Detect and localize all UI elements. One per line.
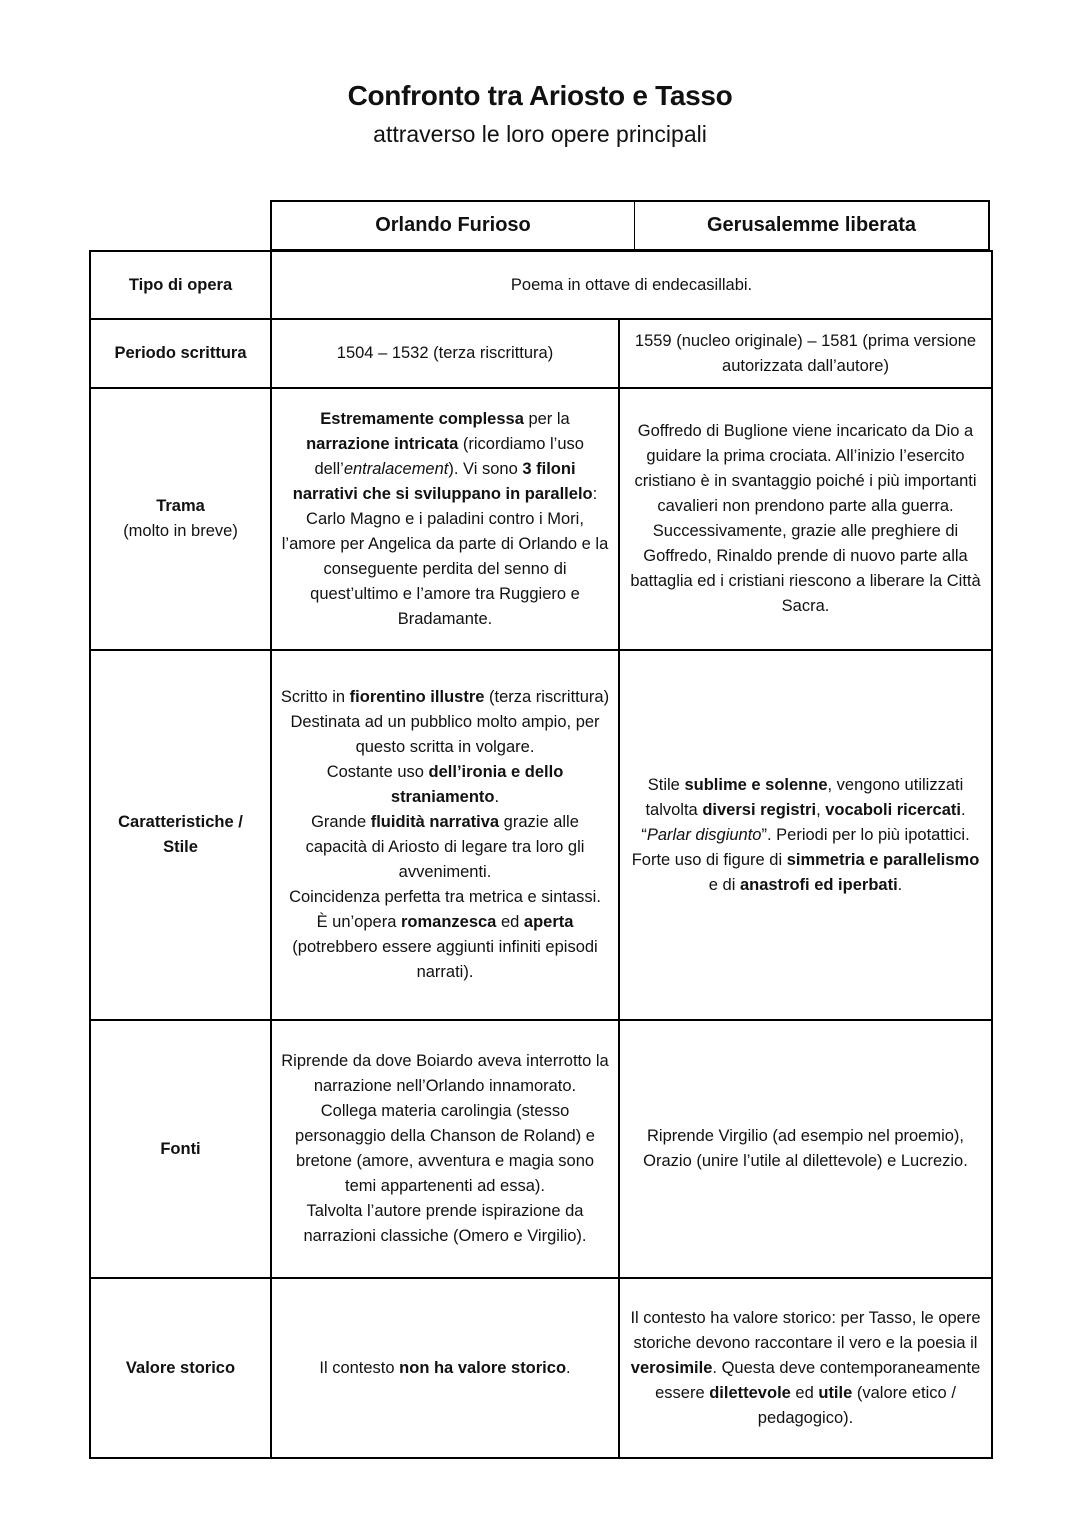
cell-valore-orlando: Il contesto non ha valore storico. — [271, 1278, 619, 1458]
cell-fonti-orlando — [271, 1020, 619, 1278]
cell-periodo-gerusalemme: 1559 (nucleo originale) – 1581 (prima versione autorizzata dall’autore) — [619, 319, 992, 388]
comparison-table — [89, 250, 993, 1459]
table-row-periodo — [90, 319, 992, 388]
table-row-trama — [90, 388, 992, 650]
cell-tipo-merged: Poema in ottave di endecasillabi. — [271, 251, 992, 319]
trama-label: Trama — [156, 497, 205, 515]
trama-orlando-text: 3 filoni narrativi che si sviluppano in parallelo — [292, 459, 593, 503]
trama-orlando-text: entralacement — [343, 459, 449, 478]
row-label-trama — [90, 388, 271, 650]
fonti-orlando-line: Riprende da dove Boiardo aveva interrotto la narrazione nell’Orlando innamorato. — [281, 1052, 609, 1095]
cell-trama-orlando — [271, 388, 619, 650]
trama-orlando-text: ). Vi sono — [448, 459, 523, 478]
cell-fonti-gerusalemme: Riprende Virgilio (ad esempio nel proemio), Orazio (unire l’utile al dilettevole) e Lucrezio. — [619, 1020, 992, 1278]
caratteristiche-orlando-line: Destinata ad un pubblico molto ampio, per questo scritta in volgare. — [290, 713, 600, 756]
trama-orlando-text: : Carlo Magno e i paladini contro i Mori, l’amore per Angelica da parte di Orlando e la conseguente perdita del senno di quest’ultimo e l’amore tra Ruggiero e Bradamante. — [281, 484, 609, 628]
trama-orlando-text: narrazione intricata — [306, 434, 459, 453]
table-header-row — [270, 200, 990, 251]
table-row-valore — [90, 1278, 992, 1458]
caratteristiche-orlando-line: Coincidenza perfetta tra metrica e sintassi. — [289, 888, 601, 906]
fonti-orlando-line: Collega materia carolingia (stesso personaggio della Chanson de Roland) e bretone (amore, avventura e magia sono temi appartenenti ad essa). — [295, 1102, 595, 1195]
cell-caratteristiche-orlando — [271, 650, 619, 1020]
column-header-orlando: Orlando Furioso — [272, 202, 635, 249]
cell-periodo-orlando: 1504 – 1532 (terza riscrittura) — [271, 319, 619, 388]
table-row-caratteristiche — [90, 650, 992, 1020]
caratteristiche-orlando-line: Grande fluidità narrativa grazie alle capacità di Ariosto di legare tra loro gli avvenimenti. — [305, 813, 585, 881]
cell-valore-gerusalemme: Il contesto ha valore storico: per Tasso, le opere storiche devono raccontare il vero e la poesia il verosimile. Questa deve contemporaneamente essere dilettevole ed utile (valore etico / pedagogico). — [619, 1278, 992, 1458]
row-label-valore: Valore storico — [90, 1278, 271, 1458]
trama-orlando-text: (ricordiamo l’uso dell’ — [314, 434, 584, 478]
fonti-orlando-line: Talvolta l’autore prende ispirazione da narrazioni classiche (Omero e Virgilio). — [303, 1202, 587, 1245]
row-label-caratteristiche: Caratteristiche / Stile — [90, 650, 271, 1020]
caratteristiche-orlando-line: Costante uso dell’ironia e dello straniamento. — [326, 763, 564, 806]
table-row-fonti — [90, 1020, 992, 1278]
document-title: Confronto tra Ariosto e Tasso — [347, 80, 733, 111]
trama-orlando-text: Estremamente complessa — [320, 409, 524, 428]
row-label-periodo: Periodo scrittura — [90, 319, 271, 388]
table-row-tipo — [90, 251, 992, 319]
column-header-gerusalemme: Gerusalemme liberata — [707, 214, 916, 236]
caratteristiche-orlando-line: È un’opera romanzesca ed aperta (potrebbero essere aggiunti infiniti episodi narrati). — [292, 913, 598, 981]
caratteristiche-orlando-line: Scritto in fiorentino illustre (terza riscrittura) — [280, 688, 610, 706]
row-label-tipo: Tipo di opera — [90, 251, 271, 319]
trama-label-sub: (molto in breve) — [123, 522, 238, 540]
cell-trama-gerusalemme: Goffredo di Buglione viene incaricato da Dio a guidare la prima crociata. All’inizio l’esercito cristiano è in svantaggio poiché i più importanti cavalieri non prendono parte alla guerra. Successivamente, grazie alle preghiere di Goffredo, Rinaldo prende di nuovo parte alla battaglia ed i cristiani riescono a liberare la Città Sacra. — [619, 388, 992, 650]
row-label-fonti: Fonti — [90, 1020, 271, 1278]
cell-caratteristiche-gerusalemme: Stile sublime e solenne, vengono utilizzati talvolta diversi registri, vocaboli ricercati. “Parlar disgiunto”. Periodi per lo più ipotattici. Forte uso di figure di simmetria e parallelismo e di anastrofi ed iperbati. — [619, 650, 992, 1020]
trama-orlando-text: per la — [523, 409, 570, 428]
document-subtitle: attraverso le loro opere principali — [373, 121, 707, 147]
